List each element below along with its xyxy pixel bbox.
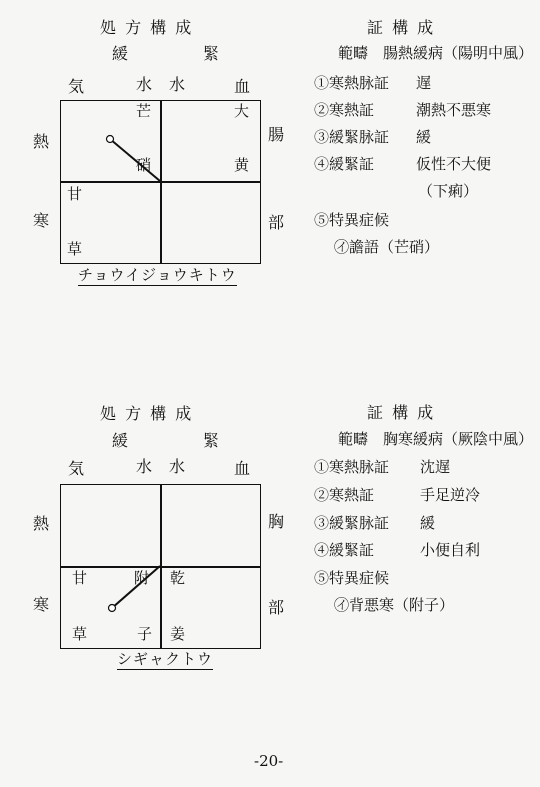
item-number: ④: [314, 541, 330, 559]
diagnosis-heading: 証 構 成: [367, 18, 436, 37]
item-number: ①: [314, 74, 330, 92]
item-label: 寒熱証: [329, 486, 375, 504]
diagnosis-item-2: [314, 488, 374, 503]
cell-herb-ginger-bottom: 姜: [170, 625, 186, 643]
cell-herb-aconite-bottom: 子: [137, 625, 153, 643]
item-number: ③: [314, 514, 330, 532]
diagnosis-item-3: [314, 516, 389, 531]
cell-herb-licorice-top: 甘: [67, 185, 83, 203]
item-label: 緩緊証: [329, 541, 375, 559]
diagnosis-item-1-value: 沈遅: [420, 458, 451, 476]
item-number: ②: [314, 486, 330, 504]
top-label-water-1: 水: [136, 75, 153, 94]
special-symptoms-heading: ⑤特異症候: [314, 211, 390, 229]
item-label: 緩緊脉証: [329, 128, 390, 146]
item-label: 緩緊脉証: [329, 514, 390, 532]
item-label: 寒熱脉証: [329, 458, 390, 476]
cell-herb-mirabilite-top: 芒: [136, 102, 152, 120]
diagnosis-item-4-value: 仮性不大便: [416, 155, 492, 173]
top-label-blood: 血: [234, 77, 251, 96]
diagnosis-heading: 証 構 成: [367, 403, 436, 422]
side-label-heat: 熱: [33, 514, 50, 533]
top-label-water-1: 水: [136, 457, 153, 476]
diagnosis-item-4: [314, 543, 374, 558]
item-label: 寒熱脉証: [329, 74, 390, 92]
cell-herb-licorice-bottom: 草: [72, 625, 88, 643]
cell-herb-rhubarb-bottom: 黄: [234, 156, 250, 174]
cell-herb-rhubarb-top: 大: [234, 102, 250, 120]
side-label-part: 部: [268, 598, 285, 617]
diagnosis-item-1-value: 遅: [416, 74, 432, 92]
item-number: ①: [314, 458, 330, 476]
side-label-intestine: 腸: [268, 125, 285, 144]
prescription-heading: 処 方 構 成: [100, 404, 194, 423]
special-symptom-item: ㋑譫語（芒硝）: [334, 238, 440, 256]
subheading-tight: 緊: [203, 431, 220, 450]
diagnosis-item-2-value: 潮熱不悪寒: [416, 101, 492, 119]
diagnosis-category: 範疇 腸熱緩病（陽明中風）: [338, 44, 534, 62]
diagnosis-item-4-value: 小便自利: [420, 541, 481, 559]
diagnosis-item-2-value: 手足逆冷: [420, 486, 481, 504]
side-label-cold: 寒: [33, 595, 50, 614]
side-label-heat: 熱: [33, 132, 50, 151]
special-symptom-item: ㋑背悪寒（附子）: [334, 596, 455, 614]
diagnosis-item-1: [314, 460, 389, 475]
diagnosis-category: 範疇 胸寒緩病（厥陰中風）: [338, 430, 534, 448]
cell-herb-licorice-top: 甘: [72, 569, 88, 587]
page-number: -20-: [254, 752, 284, 770]
diagnosis-item-4-extra: （下痢）: [418, 182, 479, 200]
top-label-water-2: 水: [169, 457, 186, 476]
top-label-water-2: 水: [169, 75, 186, 94]
item-number: ③: [314, 128, 330, 146]
special-symptoms-heading: ⑤特異症候: [314, 569, 390, 587]
prescription-heading: 処 方 構 成: [100, 18, 194, 37]
cell-herb-licorice-bottom: 草: [67, 240, 83, 258]
side-label-chest: 胸: [268, 512, 285, 531]
prescription-name: チョウイジョウキトウ: [78, 266, 237, 284]
item-number: ②: [314, 101, 330, 119]
top-label-blood: 血: [234, 459, 251, 478]
item-label: 寒熱証: [329, 101, 375, 119]
diagnosis-item-3-value: 緩: [416, 128, 432, 146]
cell-herb-ginger-top: 乾: [170, 569, 186, 587]
subheading-loose: 緩: [112, 44, 129, 63]
subheading-loose: 緩: [112, 431, 129, 450]
side-label-part: 部: [268, 213, 285, 232]
diagnosis-item-3-value: 緩: [420, 514, 436, 532]
cell-herb-aconite-top: 附: [134, 569, 150, 587]
subheading-tight: 緊: [203, 44, 220, 63]
item-label: 緩緊証: [329, 155, 375, 173]
top-label-qi: 気: [68, 459, 85, 478]
prescription-name: シギャクトウ: [117, 650, 214, 668]
cell-herb-mirabilite-bottom: 硝: [136, 156, 152, 174]
side-label-cold: 寒: [33, 211, 50, 230]
top-label-qi: 気: [68, 77, 85, 96]
item-number: ④: [314, 155, 330, 173]
